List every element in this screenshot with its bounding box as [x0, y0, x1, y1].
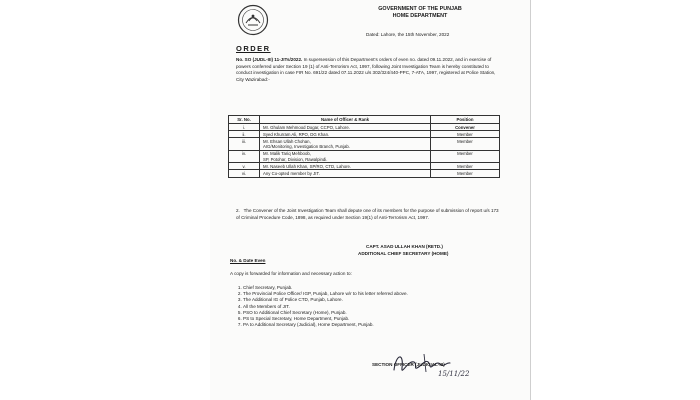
officer-name: Mr. Ehsan Ullah Chohan,: [263, 138, 311, 144]
paragraph-2-number: 2.: [236, 208, 240, 213]
copy-intro: A copy is forwarded for information and necessary action to:: [230, 271, 352, 276]
punjab-government-emblem-icon: [236, 4, 270, 36]
list-item: 1. Chief Secretary, Punjab.: [243, 285, 408, 291]
list-item: 7. PA to Additional Secretary (Judicial), Home Department, Punjab.: [243, 322, 408, 328]
table-row: [229, 138, 500, 150]
row-sr: v.: [229, 163, 260, 170]
row-officer: Any Co-opted member by JIT.: [260, 170, 431, 177]
officer-name: Mr. Malik Tariq Mehboob,: [263, 151, 311, 157]
distribution-list: [236, 285, 408, 328]
officer-rank: AIG/Monitoring, Investigation Branch, Punjab.: [263, 144, 350, 150]
copy-heading: No. & Date Even: [230, 258, 266, 263]
jit-members-table: [228, 115, 500, 178]
order-date: Dated: Lahore, the 15th November, 2022: [366, 32, 450, 37]
paragraph-2-text: The Convener of the Joint Investigation Team shall depute one of its members for the purpose of submission of report u/s 173 of Criminal Procedure Code, 1898, as required under Section 19(1) of Anti-Terrorism Act, 1997.: [236, 208, 499, 220]
row-position: Member: [431, 163, 500, 170]
row-position: Member: [431, 131, 500, 138]
order-body: [236, 57, 500, 83]
column-header-name: Name of Officer & Rank: [260, 116, 431, 124]
row-sr: iii.: [229, 138, 260, 150]
table-row: [229, 124, 500, 131]
list-item: 2. The Provincial Police Officer/ IGP, Punjab, Lahore w/r to his letter referred above.: [243, 291, 408, 297]
row-officer: [260, 150, 431, 162]
order-text: In supersession of this Department's orders of even no. dated 09.11.2022, and in exercise of powers conferred under Section 19 (1) of Anti-Terrorism Act, 1997, following Joint Investigation Team is hereby constituted to conduct investigation in case FIR No. 691/22 dated 07.11.2022 u/s 302/324/440-PPC, 7-ATA, 1997, registered at Police Station, City Wazirabad:-: [236, 57, 496, 82]
row-officer: Mr. Ghulam Mehmood Dogar, CCPO, Lahore.: [260, 124, 431, 131]
column-header-position: Position: [431, 116, 500, 124]
table-row: [229, 150, 500, 162]
column-header-sr: Sr. No.: [229, 116, 260, 124]
table-row: [229, 163, 500, 170]
signatory-name: CAPT. ASAD ULLAH KHAN (RETD.): [366, 244, 443, 249]
list-item: 6. PS to Special Secretary, Home Department, Punjab.: [243, 316, 408, 322]
table-row: [229, 131, 500, 138]
row-position: Member: [431, 150, 500, 162]
officer-rank: SP, Potohar, Division, Rawalpindi.: [263, 156, 328, 162]
row-position: Member: [431, 170, 500, 177]
table-row: [229, 170, 500, 177]
list-item: 5. PSO to Additional Chief Secretary (Home), Punjab.: [243, 310, 408, 316]
list-item: 4. All the Members of JIT.: [243, 304, 408, 310]
row-officer: [260, 138, 431, 150]
paragraph-2: [236, 208, 500, 221]
row-position: Member: [431, 138, 500, 150]
order-reference: No. SO (JUDL-III) 11-JITs/2022.: [236, 57, 303, 62]
list-item: 3. The Additional IG of Police CTD, Punjab, Lahore.: [243, 297, 408, 303]
department-header: HOME DEPARTMENT: [392, 13, 448, 19]
row-sr: iv.: [229, 150, 260, 162]
row-officer: Syed Khurram Ali, RPO, DG Khan.: [260, 131, 431, 138]
government-header: GOVERNMENT OF THE PUNJAB: [378, 6, 462, 12]
table-header-row: [229, 116, 500, 124]
row-sr: vi.: [229, 170, 260, 177]
row-officer: Mr. Naseeb Ullah Khan, SP/RO, CTD, Lahore.: [260, 163, 431, 170]
row-position: Convener: [431, 124, 500, 131]
row-sr: i.: [229, 124, 260, 131]
row-sr: ii.: [229, 131, 260, 138]
signatory-title: ADDITIONAL CHIEF SECRETARY (HOME): [358, 251, 449, 256]
section-officer-title: SECTION OFFICER (JUDICIAL-III): [372, 362, 445, 367]
handwritten-date: 15/11/22: [438, 370, 470, 378]
order-title: ORDER: [236, 44, 271, 53]
